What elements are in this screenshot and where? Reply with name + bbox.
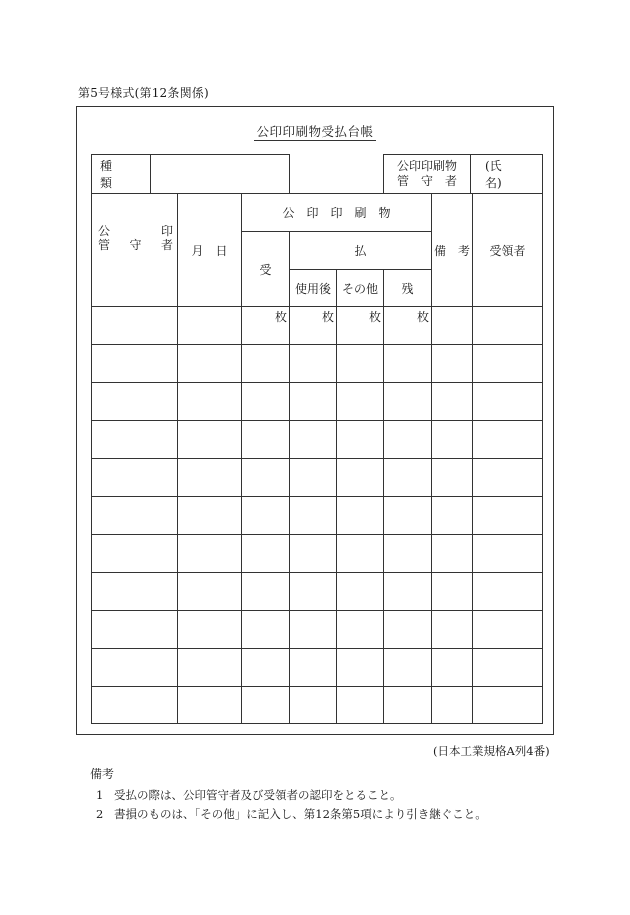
keeper-name-field[interactable]: [471, 155, 543, 193]
table-cell[interactable]: [337, 649, 384, 687]
table-cell[interactable]: [92, 611, 178, 649]
table-cell[interactable]: [473, 421, 543, 459]
table-row: [92, 345, 543, 383]
table-cell[interactable]: [242, 611, 290, 649]
table-cell[interactable]: [384, 345, 432, 383]
note-number: 2: [96, 807, 104, 821]
stamp-keeper-header: 公 印 管 守 者: [92, 194, 178, 307]
note-item: [96, 806, 487, 822]
table-row: [92, 535, 543, 573]
note-text: 書損のものは、「その他」に記入し、第12条第5項により引き継ぐこと。: [114, 807, 487, 821]
table-row: [92, 573, 543, 611]
used-unit-cell[interactable]: 枚: [290, 307, 337, 345]
table-cell[interactable]: [178, 345, 242, 383]
table-cell[interactable]: [384, 611, 432, 649]
table-cell[interactable]: [92, 649, 178, 687]
table-cell[interactable]: [290, 345, 337, 383]
table-cell[interactable]: [178, 497, 242, 535]
stamp-keeper-cell[interactable]: [92, 307, 178, 345]
table-cell[interactable]: [178, 421, 242, 459]
payout-header: 払: [290, 232, 432, 270]
kind-value-field[interactable]: [151, 155, 290, 193]
table-row: [92, 497, 543, 535]
table-cell[interactable]: [242, 345, 290, 383]
table-cell[interactable]: [178, 573, 242, 611]
keeper-label: [384, 155, 471, 193]
name-open-label: (氏: [485, 159, 502, 173]
table-cell[interactable]: [337, 611, 384, 649]
table-cell[interactable]: [290, 611, 337, 649]
table-cell[interactable]: [242, 573, 290, 611]
other-unit-cell[interactable]: 枚: [337, 307, 384, 345]
table-cell[interactable]: [92, 687, 178, 724]
table-cell[interactable]: [432, 383, 473, 421]
table-cell[interactable]: [432, 687, 473, 724]
table-cell[interactable]: [432, 611, 473, 649]
note-number: 1: [96, 788, 104, 802]
table-cell[interactable]: [290, 687, 337, 724]
date-cell[interactable]: [178, 307, 242, 345]
table-row: [92, 611, 543, 649]
receiver-cell[interactable]: [473, 307, 543, 345]
remarks-header: 備 考: [432, 194, 473, 307]
table-cell[interactable]: [242, 459, 290, 497]
table-cell[interactable]: [242, 687, 290, 724]
form-number-label: 第5号様式(第12条関係): [78, 86, 209, 100]
table-cell[interactable]: [432, 649, 473, 687]
printed-matter-header: 公 印 印 刷 物: [242, 194, 432, 232]
table-cell[interactable]: [242, 649, 290, 687]
table-cell[interactable]: [337, 421, 384, 459]
receive-header: 受: [242, 232, 290, 307]
table-cell[interactable]: [178, 611, 242, 649]
table-cell[interactable]: [290, 421, 337, 459]
header-gap: [290, 155, 384, 194]
table-row: [92, 687, 543, 724]
remaining-header: 残: [384, 270, 432, 307]
table-cell[interactable]: [473, 649, 543, 687]
table-cell[interactable]: [473, 611, 543, 649]
document-title: 公印印刷物受払台帳: [256, 124, 374, 139]
table-cell[interactable]: [384, 535, 432, 573]
table-cell[interactable]: [337, 535, 384, 573]
table-cell[interactable]: [384, 497, 432, 535]
table-cell[interactable]: [337, 687, 384, 724]
table-cell[interactable]: [337, 459, 384, 497]
table-cell[interactable]: [290, 459, 337, 497]
table-cell[interactable]: [92, 345, 178, 383]
used-header: 使用後: [290, 270, 337, 307]
keeper-label-line1: 公印印刷物: [396, 159, 457, 173]
table-cell[interactable]: [92, 497, 178, 535]
table-cell[interactable]: [290, 383, 337, 421]
note-item: [96, 787, 402, 803]
table-cell[interactable]: [432, 497, 473, 535]
keeper-cell-group: [384, 155, 543, 194]
table-cell[interactable]: [242, 497, 290, 535]
header-kind-row: [92, 155, 543, 194]
table-cell[interactable]: [337, 573, 384, 611]
table-cell[interactable]: [473, 459, 543, 497]
table-cell[interactable]: [432, 459, 473, 497]
table-cell[interactable]: [384, 421, 432, 459]
name-close-label: 名): [485, 176, 502, 190]
column-header-row-1: [92, 194, 543, 232]
kind-cell-group: [92, 155, 290, 194]
table-cell[interactable]: [337, 345, 384, 383]
table-cell[interactable]: [473, 573, 543, 611]
table-cell[interactable]: [473, 535, 543, 573]
table-cell[interactable]: [384, 383, 432, 421]
table-row: [92, 383, 543, 421]
table-cell[interactable]: [290, 649, 337, 687]
table-row: [92, 459, 543, 497]
table-cell[interactable]: [290, 497, 337, 535]
table-row: [92, 421, 543, 459]
table-cell[interactable]: [337, 497, 384, 535]
table-cell[interactable]: [178, 687, 242, 724]
table-cell[interactable]: [178, 649, 242, 687]
table-row: [92, 307, 543, 345]
table-cell[interactable]: [432, 345, 473, 383]
table-cell[interactable]: [242, 383, 290, 421]
table-cell[interactable]: [432, 573, 473, 611]
kind-label: 種 類: [92, 155, 151, 193]
notes-heading: 備考: [90, 767, 115, 781]
table-cell[interactable]: [242, 421, 290, 459]
table-cell[interactable]: [178, 535, 242, 573]
table-cell[interactable]: [473, 687, 543, 724]
table-cell[interactable]: [92, 573, 178, 611]
note-text: 受払の際は、公印管守者及び受領者の認印をとること。: [114, 788, 402, 802]
table-cell[interactable]: [473, 383, 543, 421]
table-cell[interactable]: [178, 383, 242, 421]
table-cell[interactable]: [337, 383, 384, 421]
ledger-table: [91, 154, 543, 724]
table-cell[interactable]: [384, 573, 432, 611]
remarks-cell[interactable]: [432, 307, 473, 345]
table-cell[interactable]: [92, 459, 178, 497]
other-header: その他: [337, 270, 384, 307]
table-cell[interactable]: [384, 649, 432, 687]
date-header: 月 日: [178, 194, 242, 307]
table-cell[interactable]: [473, 345, 543, 383]
table-cell[interactable]: [290, 573, 337, 611]
table-cell[interactable]: [178, 459, 242, 497]
table-cell[interactable]: [242, 535, 290, 573]
table-cell[interactable]: [432, 535, 473, 573]
keeper-label-line2: 管 守 者: [396, 174, 457, 188]
table-cell[interactable]: [92, 421, 178, 459]
table-cell[interactable]: [92, 383, 178, 421]
table-cell[interactable]: [384, 687, 432, 724]
table-row: [92, 649, 543, 687]
table-cell[interactable]: [432, 421, 473, 459]
table-cell[interactable]: [290, 535, 337, 573]
paper-size-note: (日本工業規格A列4番): [433, 744, 550, 758]
remaining-unit-cell[interactable]: 枚: [384, 307, 432, 345]
table-cell[interactable]: [92, 535, 178, 573]
table-cell[interactable]: [384, 459, 432, 497]
table-cell[interactable]: [473, 497, 543, 535]
receive-unit-cell[interactable]: 枚: [242, 307, 290, 345]
receiver-header: 受領者: [473, 194, 543, 307]
